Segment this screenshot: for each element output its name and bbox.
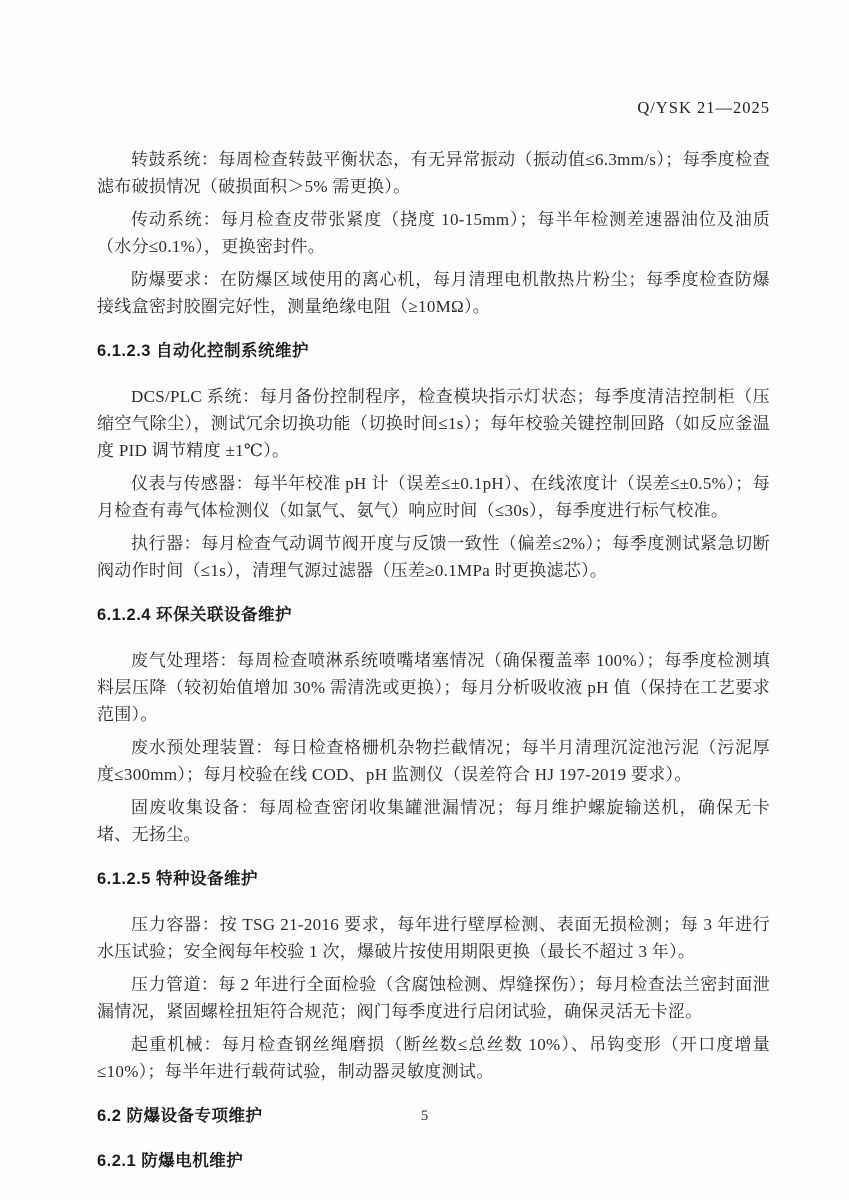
section-heading: 6.2 防爆设备专项维护: [97, 1107, 263, 1125]
paragraph: 压力容器：按 TSG 21-2016 要求，每年进行壁厚检测、表面无损检测；每 3 年进行水压试验；安全阀每年校验 1 次，爆破片按使用期限更换（最长不超过 3 年）。: [97, 915, 770, 961]
paragraph: 废水预处理装置：每日检查格栅机杂物拦截情况；每半月清理沉淀池污泥（污泥厚度≤300mm）；每月校验在线 COD、pH 监测仪（误差符合 HJ 197-2019 要求）。: [97, 738, 770, 784]
section-heading: 6.1.2.5 特种设备维护: [97, 870, 259, 888]
paragraph: 执行器：每月检查气动调节阀开度与反馈一致性（偏差≤2%）；每季度测试紧急切断阀动作时间（≤1s），清理气源过滤器（压差≥0.1MPa 时更换滤芯）。: [97, 534, 770, 580]
paragraph: 废气处理塔：每周检查喷淋系统喷嘴堵塞情况（确保覆盖率 100%）；每季度检测填料层压降（较初始值增加 30% 需清洗或更换）；每月分析吸收液 pH 值（保持在工艺要求范围）。: [97, 651, 770, 724]
paragraph: 起重机械：每月检查钢丝绳磨损（断丝数≤总丝数 10%）、吊钩变形（开口度增量≤10%）；每半年进行载荷试验，制动器灵敏度测试。: [97, 1035, 770, 1081]
page-number: 5: [420, 1108, 429, 1124]
paragraph: 转鼓系统：每周检查转鼓平衡状态，有无异常振动（振动值≤6.3mm/s）；每季度检查滤布破损情况（破损面积＞5% 需更换）。: [97, 150, 770, 196]
doc-number-header: Q/YSK 21—2025: [637, 98, 770, 117]
section-heading: 6.2.1 防爆电机维护: [97, 1152, 244, 1170]
paragraph: DCS/PLC 系统：每月备份控制程序，检查模块指示灯状态；每季度清洁控制柜（压缩空气除尘），测试冗余切换功能（切换时间≤1s）；每年校验关键控制回路（如反应釜温度 PID 调节精度 ±1℃）。: [97, 387, 770, 460]
paragraph: 仪表与传感器：每半年校准 pH 计（误差≤±0.1pH）、在线浓度计（误差≤±0.5%）；每月检查有毒气体检测仪（如氯气、氨气）响应时间（≤30s），每季度进行标气校准。: [97, 474, 770, 520]
section-heading: 6.1.2.3 自动化控制系统维护: [97, 342, 310, 360]
paragraph: 防爆要求：在防爆区域使用的离心机，每月清理电机散热片粉尘；每季度检查防爆接线盒密封胶圈完好性，测量绝缘电阻（≥10MΩ）。: [97, 270, 770, 316]
paragraph: 压力管道：每 2 年进行全面检验（含腐蚀检测、焊缝探伤）；每月检查法兰密封面泄漏情况，紧固螺栓扭矩符合规范；阀门每季度进行启闭试验，确保灵活无卡涩。: [97, 975, 770, 1021]
paragraph: 固废收集设备：每周检查密闭收集罐泄漏情况；每月维护螺旋输送机，确保无卡堵、无扬尘。: [97, 798, 770, 844]
paragraph: 传动系统：每月检查皮带张紧度（挠度 10-15mm）；每半年检测差速器油位及油质（水分≤0.1%），更换密封件。: [97, 210, 770, 256]
document-body: [97, 146, 770, 1175]
section-heading: 6.1.2.4 环保关联设备维护: [97, 606, 293, 624]
